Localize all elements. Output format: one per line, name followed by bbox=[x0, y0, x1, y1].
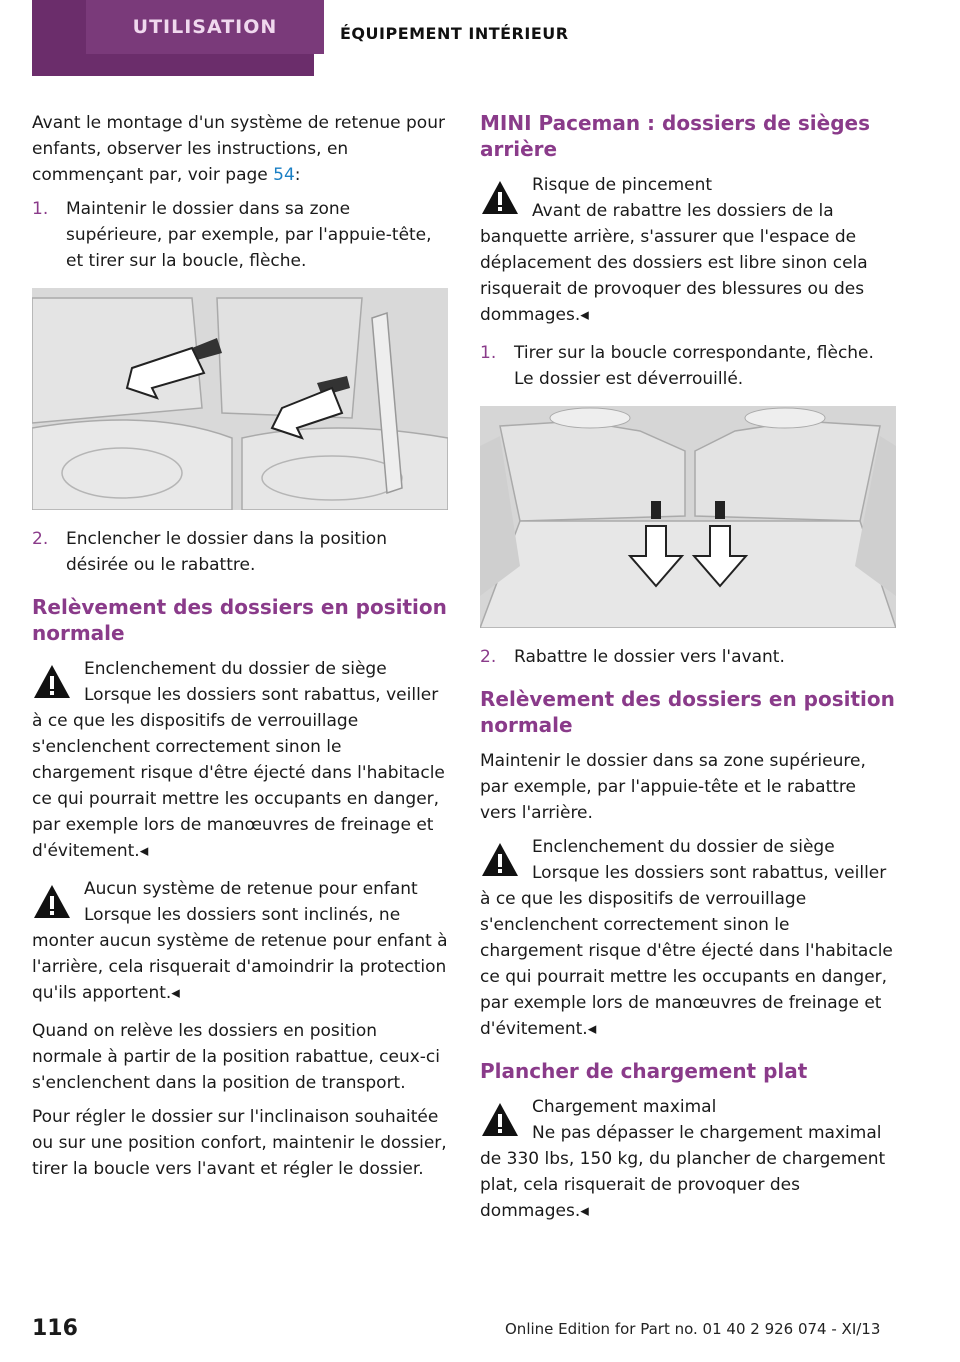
body-paragraph: Quand on relève les dossiers en position normale à partir de la position rabattue, ceux-ci s'enclenchent dans la position de transport. bbox=[32, 1021, 440, 1093]
step-text: Enclencher le dossier dans la position désirée ou le rabattre. bbox=[66, 529, 387, 575]
step-number: 1. bbox=[32, 199, 49, 219]
section-heading: Relèvement des dossiers en position normale bbox=[480, 687, 895, 737]
warning-title: Risque de pincement bbox=[532, 175, 713, 195]
list-item bbox=[480, 644, 896, 670]
right-column bbox=[480, 110, 896, 1236]
list-item bbox=[32, 196, 448, 274]
warning-title: Enclenchement du dossier de siège bbox=[532, 837, 835, 857]
list-item bbox=[32, 526, 448, 578]
intro-paragraph: Avant le montage d'un système de retenue pour enfants, observer les instructions, en commençant par, voir page 54: bbox=[32, 113, 445, 185]
cargo-seatback-illustration bbox=[480, 406, 896, 628]
chapter-tab bbox=[32, 0, 314, 76]
warning-body: Lorsque les dossiers sont inclinés, ne monter aucun système de retenue pour enfant à l'arrière, cela risquerait d'amoindrir la protection qu'ils apportent.◂ bbox=[32, 905, 448, 1003]
warning-block bbox=[32, 656, 448, 864]
step-text: Maintenir le dossier dans sa zone supérieure, par exemple, par l'appuie-tête, et tirer sur la boucle, flèche. bbox=[66, 199, 432, 271]
warning-title: Chargement maximal bbox=[532, 1097, 717, 1117]
list-item bbox=[480, 340, 896, 392]
warning-title: Enclenchement du dossier de siège bbox=[84, 659, 387, 679]
chapter-tab-label: UTILISATION bbox=[86, 0, 324, 54]
step-number: 1. bbox=[480, 343, 497, 363]
warning-icon bbox=[480, 178, 520, 218]
warning-block bbox=[480, 1094, 896, 1224]
warning-icon bbox=[32, 882, 72, 922]
warning-block bbox=[480, 172, 896, 328]
step-number: 2. bbox=[32, 529, 49, 549]
body-paragraph: Pour régler le dossier sur l'inclinaison souhaitée ou sur une position confort, maintenir le dossier, tirer la boucle vers l'avant et régler le dossier. bbox=[32, 1107, 447, 1179]
section-heading: Plancher de chargement plat bbox=[480, 1059, 808, 1083]
edition-note: Online Edition for Part no. 01 40 2 926 074 - XI/13 bbox=[505, 1320, 881, 1338]
warning-icon bbox=[480, 1100, 520, 1140]
warning-block bbox=[32, 876, 448, 1006]
section-label: ÉQUIPEMENT INTÉRIEUR bbox=[340, 24, 569, 43]
warning-icon bbox=[480, 840, 520, 880]
section-heading: Relèvement des dossiers en position normale bbox=[32, 595, 447, 645]
seat-buckle-illustration bbox=[32, 288, 448, 510]
warning-body: Lorsque les dossiers sont rabattus, veiller à ce que les dispositifs de verrouillage s'enclenchent correctement sinon le chargement risque d'être éjecté dans l'habitacle ce qui pourrait mettre les occupants en danger, par exemple lors de manœuvres de freinage et d'évitement.◂ bbox=[480, 863, 893, 1039]
body-paragraph: Maintenir le dossier dans sa zone supérieure, par exemple, par l'appuie-tête et le rabattre vers l'arrière. bbox=[480, 751, 866, 823]
step-number: 2. bbox=[480, 647, 497, 667]
step-text: Tirer sur la boucle correspondante, flèche. bbox=[514, 343, 874, 363]
warning-body: Ne pas dépasser le chargement maximal de 330 lbs, 150 kg, du plancher de chargement plat, cela risquerait de provoquer des dommages.◂ bbox=[480, 1123, 886, 1221]
warning-icon bbox=[32, 662, 72, 702]
step-text: Rabattre le dossier vers l'avant. bbox=[514, 647, 785, 667]
page-number: 116 bbox=[32, 1316, 78, 1341]
warning-block bbox=[480, 834, 896, 1042]
warning-body: Lorsque les dossiers sont rabattus, veiller à ce que les dispositifs de verrouillage s'enclenchent correctement sinon le chargement risque d'être éjecté dans l'habitacle ce qui pourrait mettre les occupants en danger, par exemple lors de manœuvres de freinage et d'évitement.◂ bbox=[32, 685, 445, 861]
warning-title: Aucun système de retenue pour enfant bbox=[84, 879, 418, 899]
left-column bbox=[32, 110, 448, 1190]
page-link[interactable]: 54 bbox=[273, 165, 295, 185]
warning-body: Avant de rabattre les dossiers de la banquette arrière, s'assurer que l'espace de déplacement des dossiers est libre sinon cela risquerait de provoquer des blessures ou des dommages.◂ bbox=[480, 201, 868, 325]
step-subtext: Le dossier est déverrouillé. bbox=[514, 369, 744, 389]
section-heading: MINI Paceman : dossiers de sièges arrière bbox=[480, 111, 870, 161]
